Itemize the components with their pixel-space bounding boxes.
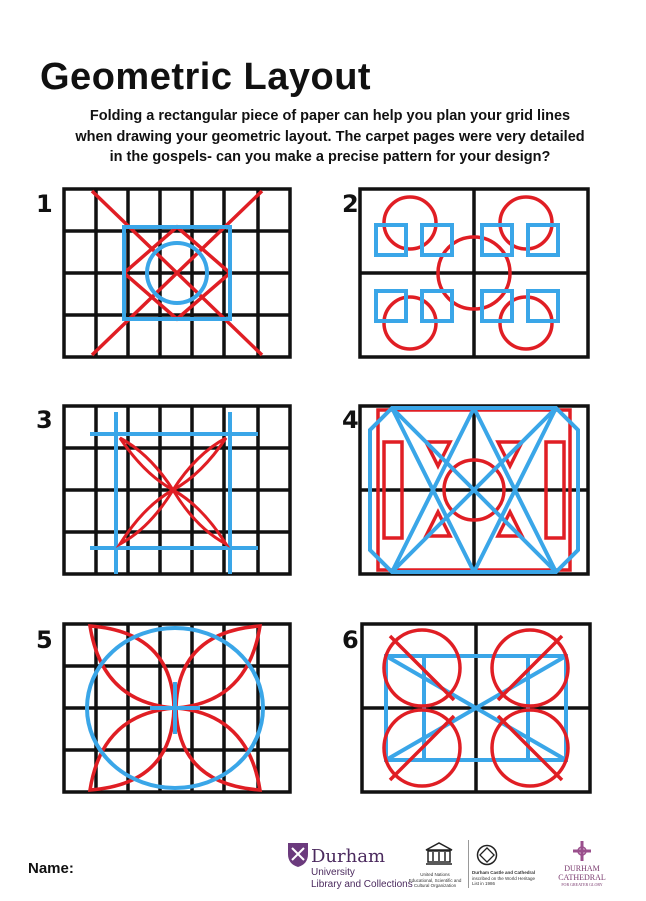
geometric-panel-1	[62, 187, 292, 359]
world-heritage-text	[472, 870, 544, 887]
unesco-text-line: United Nations	[420, 872, 450, 877]
panel-number: 4	[342, 406, 359, 434]
world-heritage-title: Durham Castle and Cathedral	[472, 870, 536, 875]
panel-number: 1	[36, 190, 53, 218]
geometric-panel-5	[62, 622, 292, 794]
unesco-world-heritage-logo	[404, 840, 544, 892]
unesco-temple-icon	[424, 842, 454, 866]
intro-line: in the gospels- can you make a precise pattern for your design?	[109, 149, 551, 165]
durham-university-logo	[287, 840, 413, 892]
durham-university-line: University	[311, 867, 355, 878]
intro-line: Folding a rectangular piece of paper can help you plan your grid lines	[89, 108, 571, 124]
unesco-text-line: Cultural Organization	[413, 883, 457, 888]
cathedral-line: DURHAM	[564, 864, 600, 873]
geometric-panel-2	[358, 187, 590, 359]
name-label: Name:	[28, 860, 74, 877]
page-title: Geometric Layout	[40, 56, 372, 98]
panel-number: 6	[342, 626, 359, 654]
unesco-text-line: Educational, Scientific and	[408, 877, 462, 883]
cathedral-wordmark	[554, 864, 610, 887]
intro-line: when drawing your geometric layout. The carpet pages were very detailed	[75, 128, 585, 145]
unesco-text	[404, 872, 466, 889]
cathedral-cross-icon	[572, 840, 592, 862]
durham-wordmark: Durham	[311, 846, 386, 867]
durham-cathedral-logo	[554, 840, 610, 894]
divider	[468, 840, 469, 888]
world-heritage-line: inscribed on the World Heritage	[472, 875, 535, 881]
library-collections-line: Library and Collections	[311, 879, 413, 890]
panel-number: 2	[342, 190, 359, 218]
world-heritage-emblem-icon	[476, 844, 498, 866]
cathedral-tagline: FOR GREATER GLORY	[561, 882, 603, 887]
cathedral-line: CATHEDRAL	[558, 873, 606, 882]
world-heritage-line: List in 1986	[472, 881, 496, 886]
geometric-panel-3	[62, 404, 292, 576]
intro-text	[40, 106, 620, 168]
panel-number: 5	[36, 626, 53, 654]
durham-shield-icon	[287, 842, 309, 868]
panel-number: 3	[36, 406, 53, 434]
geometric-panel-6	[360, 622, 592, 794]
geometric-panel-4	[358, 404, 590, 576]
